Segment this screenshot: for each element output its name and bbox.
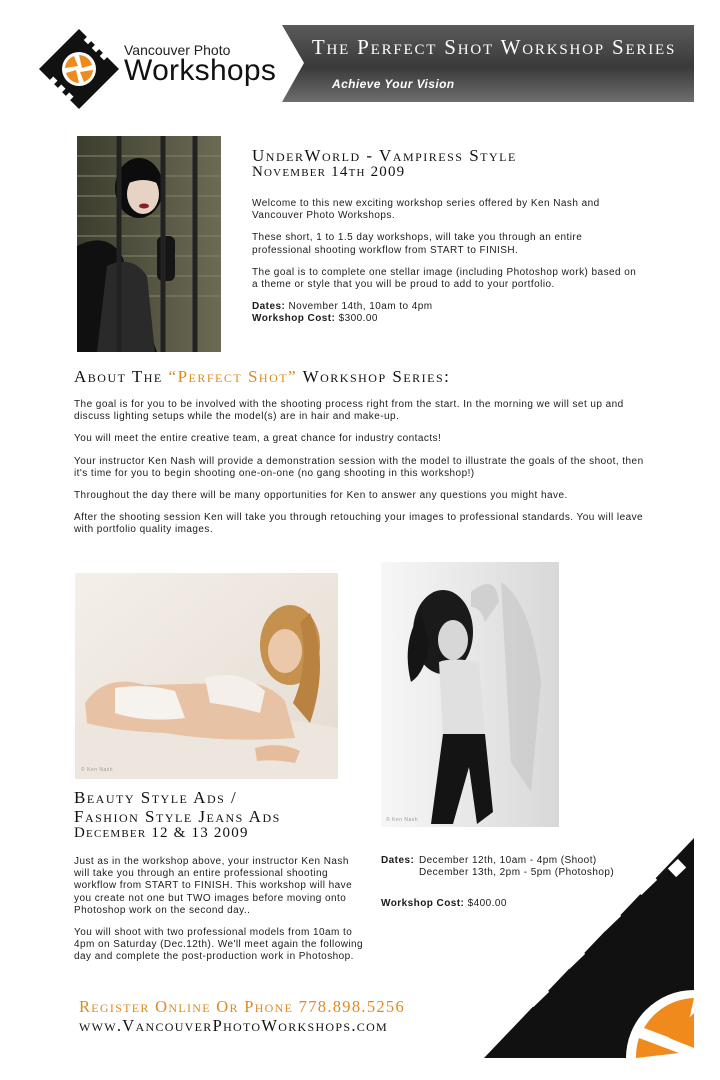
- about-paragraph: The goal is for you to be involved with the shooting process right from the start. In the morning we will set up and discuss lighting setups while the model(s) are in hair and make-up.: [74, 399, 624, 423]
- photo-credit: © Ken Nash: [81, 767, 114, 773]
- workshop1-paragraph: Welcome to this new exciting workshop series offered by Ken Nash and Vancouver Photo Workshops.: [252, 198, 600, 222]
- workshop1-dates: [252, 301, 642, 313]
- workshop1-cost: [252, 313, 642, 325]
- dates-value: November 14th, 10am to 4pm: [288, 301, 433, 313]
- logo-text-small: Vancouver Photo: [124, 42, 231, 58]
- workshop2-title: [74, 788, 281, 826]
- workshop2-date: December 12 & 13 2009: [74, 825, 249, 841]
- jeans-photo: [381, 562, 559, 827]
- logo-aperture-icon: [38, 28, 120, 110]
- beauty-photo: [75, 573, 338, 779]
- dates-label: Dates:: [381, 855, 415, 866]
- workshop1-title: UnderWorld - Vampiress Style: [252, 146, 517, 165]
- vampiress-photo: [77, 136, 221, 352]
- cost-value: $400.00: [467, 897, 507, 909]
- workshop1-description: [252, 198, 642, 326]
- workshop2-paragraph: Just as in the workshop above, your instructor Ken Nash will take you through an entire professional shooting workflow from START to FINISH. This workshop will have you create not one but TWO images before moving onto Photoshop work on the second day..: [74, 856, 353, 916]
- about-heading: [74, 367, 450, 387]
- dates-line: December 12th, 10am - 4pm (Shoot): [419, 855, 597, 866]
- about-description: [74, 399, 656, 547]
- workshop2-paragraph: You will shoot with two professional models from 10am to 4pm on Saturday (Dec.12th). We'll meet again the following day and complete the post-production work in Photoshop.: [74, 927, 364, 963]
- workshop1-paragraph: The goal is to complete one stellar image (including Photoshop work) based on a theme or style that you will be proud to add to your portfolio.: [252, 266, 637, 291]
- film-strip-decoration-icon: [484, 838, 694, 1058]
- about-heading-suffix: Workshop Series:: [297, 367, 451, 386]
- about-paragraph: Throughout the day there will be many opportunities for Ken to answer any questions you might have.: [74, 490, 568, 502]
- about-paragraph: After the shooting session Ken will take you through retouching your images to professional standards. You will leave with portfolio quality images.: [74, 512, 644, 536]
- about-paragraph: Your instructor Ken Nash will provide a demonstration session with the model to illustrate the goals of the shoot, then it's time for you to begin shooting one-on-one (no gang shooting in this workshop!): [74, 455, 644, 479]
- logo-text-big: Workshops: [124, 54, 277, 87]
- workshop1-paragraph: These short, 1 to 1.5 day workshops, will take you through an entire professional shooting workflow from START to FINISH.: [252, 232, 583, 256]
- website-link[interactable]: www.VancouverPhotoWorkshops.com: [79, 1016, 389, 1035]
- dates-label: Dates:: [252, 301, 286, 313]
- about-heading-accent: “Perfect Shot”: [168, 367, 298, 386]
- workshop2-title-line: Beauty Style Ads /: [74, 788, 238, 807]
- cost-value: $300.00: [338, 313, 378, 325]
- cost-label: Workshop Cost:: [252, 313, 336, 325]
- dates-line: December 13th, 2pm - 5pm (Photoshop): [419, 867, 615, 879]
- banner-title: The Perfect Shot Workshop Series: [311, 35, 677, 59]
- workshop1-date: November 14th 2009: [252, 164, 406, 180]
- about-paragraph: You will meet the entire creative team, a great chance for industry contacts!: [74, 433, 442, 445]
- register-phone-line: Register Online Or Phone 778.898.5256: [79, 997, 406, 1016]
- workshop2-title-line: Fashion Style Jeans Ads: [74, 807, 281, 826]
- banner-subtitle: Achieve Your Vision: [332, 77, 455, 91]
- workshop2-description: [74, 856, 366, 974]
- photo-credit: © Ken Nash: [386, 817, 419, 823]
- cost-label: Workshop Cost:: [381, 897, 465, 909]
- about-heading-prefix: About The: [74, 367, 169, 386]
